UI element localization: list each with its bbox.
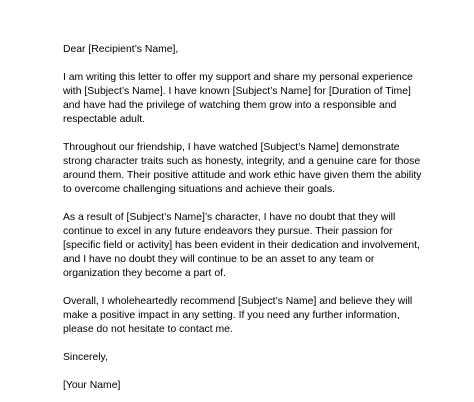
text-line: I am writing this letter to offer my support and share my personal experience	[63, 72, 413, 83]
paragraph-character	[63, 141, 463, 197]
text-line: Throughout our friendship, I have watched [Subject’s Name] demonstrate	[63, 142, 400, 153]
paragraph-intro	[63, 71, 463, 127]
text-line: continue to excel in any future endeavors they pursue. Their passion for	[63, 226, 393, 237]
text-line: and I have no doubt they will continue to be an asset to any team or	[63, 254, 375, 265]
paragraph-recommendation	[63, 295, 463, 337]
salutation: Dear [Recipient’s Name],	[63, 44, 179, 55]
text-line: As a result of [Subject’s Name]’s character, I have no doubt that they will	[63, 212, 396, 223]
text-line: Overall, I wholeheartedly recommend [Subject’s Name] and believe they will	[63, 296, 413, 307]
text-line: respectable adult.	[63, 114, 146, 125]
text-line: to overcome challenging situations and achieve their goals.	[63, 184, 336, 195]
text-line: please do not hesitate to contact me.	[63, 324, 233, 335]
text-line: with [Subject’s Name]. I have known [Subject’s Name] for [Duration of Time]	[63, 86, 411, 97]
text-line: organization they become a part of.	[63, 268, 226, 279]
text-line: make a positive impact in any setting. If you need any further information,	[63, 310, 400, 321]
text-line: [specific field or activity] has been evident in their dedication and involvement,	[63, 240, 420, 251]
text-line: strong character traits such as honesty, integrity, and a genuine care for those	[63, 156, 421, 167]
text-line: and have had the privilege of watching them grow into a responsible and	[63, 100, 397, 111]
text-line: around them. Their positive attitude and work ethic have given them the ability	[63, 170, 422, 181]
letter-body	[63, 43, 463, 393]
paragraph-future	[63, 211, 463, 281]
signature: [Your Name]	[63, 380, 121, 391]
closing: Sincerely,	[63, 352, 108, 363]
